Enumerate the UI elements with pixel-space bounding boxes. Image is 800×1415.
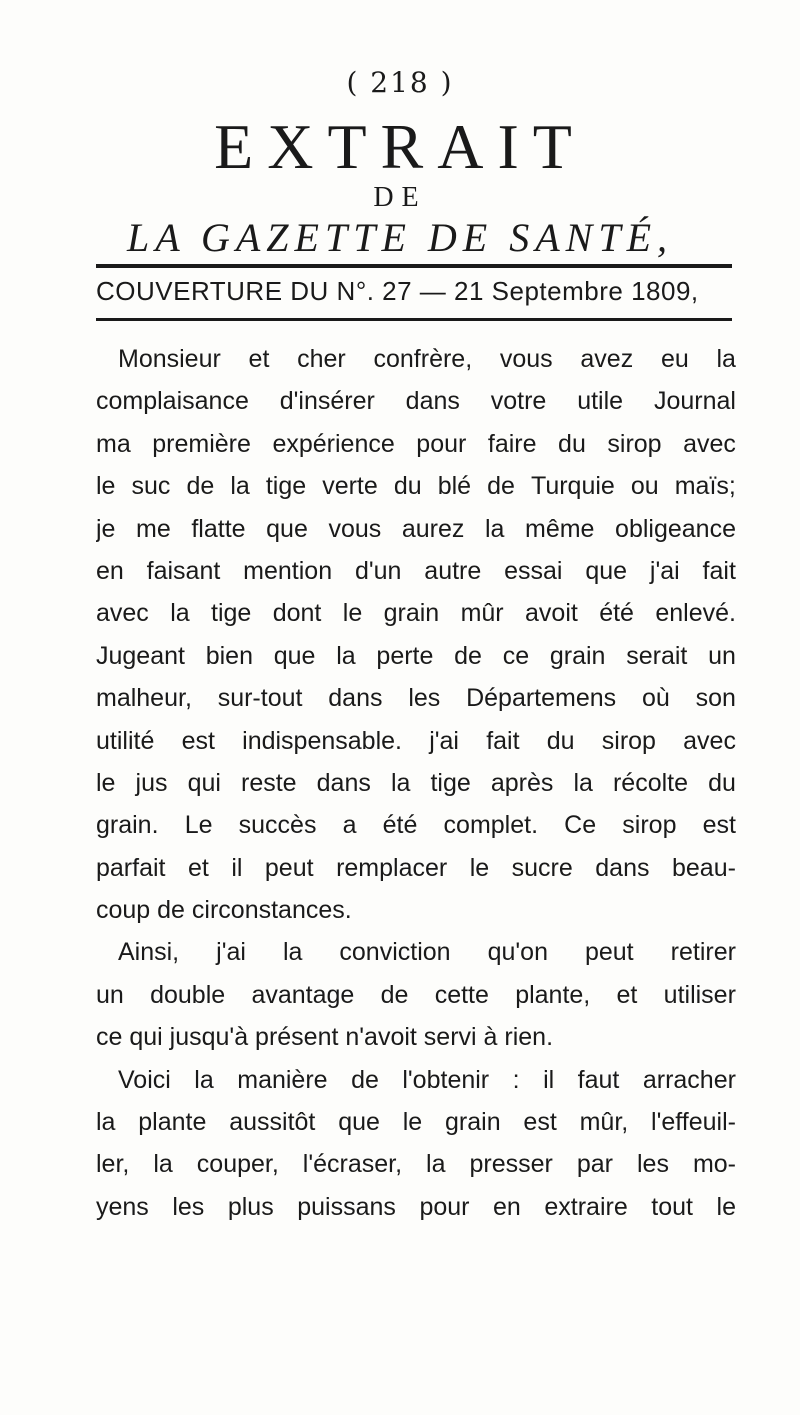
text-line — [96, 762, 736, 804]
word: que — [273, 641, 316, 670]
word: un — [96, 980, 124, 1009]
word: maïs; — [674, 472, 736, 501]
text-line — [96, 931, 736, 973]
word: le — [402, 1108, 423, 1137]
word: après — [490, 768, 554, 797]
text-line — [96, 1143, 736, 1185]
publication-name: LA GAZETTE DE SANTÉ, — [127, 215, 673, 260]
word: du — [708, 768, 736, 797]
word: que — [585, 556, 628, 585]
word: Le — [184, 811, 213, 840]
word: complet. — [443, 811, 539, 840]
word: j'ai — [649, 556, 680, 585]
word: grain — [549, 641, 606, 670]
word: perte — [376, 641, 434, 670]
word: tige — [211, 599, 252, 628]
word: du — [546, 726, 575, 755]
word: dans — [595, 853, 650, 882]
word: confrère, — [373, 345, 473, 373]
word: l'obtenir — [402, 1065, 490, 1094]
word: blé — [437, 472, 472, 501]
word: première — [152, 429, 251, 458]
word: sirop — [607, 429, 662, 458]
word: extraire — [544, 1192, 628, 1221]
page-title: EXTRAIT — [214, 111, 586, 182]
word: serait — [626, 641, 688, 670]
word: qu'on — [487, 938, 548, 967]
word: grain — [383, 599, 440, 628]
word: reste — [241, 768, 297, 797]
word: le — [96, 472, 116, 501]
text-line — [96, 677, 736, 719]
word: avoit — [525, 599, 578, 628]
word: la — [336, 641, 356, 670]
word: il — [543, 1065, 555, 1094]
word: tige — [265, 472, 307, 501]
word: j'ai — [216, 938, 246, 967]
word: le — [716, 1192, 736, 1221]
word: cher — [297, 345, 346, 373]
word: avec — [683, 726, 736, 755]
word: jus — [135, 768, 168, 797]
word: dont — [272, 599, 322, 628]
word: sirop — [601, 726, 656, 755]
word: grain — [445, 1108, 501, 1137]
word: couper, — [196, 1150, 279, 1179]
word: : — [512, 1065, 520, 1094]
text-line: ce qui jusqu'à présent n'avoit servi à rien. — [96, 1023, 554, 1052]
text-line — [96, 1186, 736, 1228]
word: complaisance — [96, 387, 249, 416]
word: la — [484, 514, 505, 543]
word: la — [96, 1108, 116, 1137]
word: retirer — [670, 938, 736, 967]
word: utilité — [96, 726, 155, 755]
word: été — [599, 599, 634, 628]
word: l'effeuil- — [651, 1108, 736, 1137]
word: Journal — [653, 387, 736, 416]
title-preposition: DE — [373, 182, 427, 213]
word: arracher — [642, 1065, 736, 1094]
word: avec — [96, 599, 149, 628]
word: son — [695, 684, 736, 713]
word: double — [150, 980, 226, 1009]
word: avantage — [251, 980, 355, 1009]
word: pour — [416, 429, 467, 458]
word: de — [351, 1065, 379, 1094]
word: que — [338, 1108, 380, 1137]
word: est — [181, 726, 215, 755]
text-line — [96, 508, 736, 550]
word: presser — [469, 1150, 553, 1179]
word: et — [187, 853, 209, 882]
word: essai — [504, 556, 563, 585]
word: fait — [702, 556, 736, 585]
bottom-rule — [96, 318, 732, 321]
word: je — [96, 514, 116, 543]
word: parfait — [96, 853, 166, 882]
word: ou — [630, 472, 659, 501]
word: mûr, — [579, 1108, 629, 1137]
word: le — [469, 853, 490, 882]
text-line — [96, 465, 736, 507]
word: dans — [328, 684, 383, 713]
word: mûr — [460, 599, 504, 628]
word: beau- — [671, 853, 736, 882]
text-line — [96, 423, 736, 465]
word: indispensable. — [242, 726, 402, 755]
word: j'ai — [429, 726, 459, 755]
word: fait — [486, 726, 520, 755]
word: le — [342, 599, 363, 628]
word: d'insérer — [279, 387, 375, 416]
word: la — [194, 1065, 214, 1094]
word: les — [636, 1150, 669, 1179]
word: les — [172, 1192, 205, 1221]
word: les — [408, 684, 441, 713]
word: la — [390, 768, 411, 797]
word: sucre — [511, 853, 573, 882]
word: est — [523, 1108, 557, 1137]
word: et — [248, 345, 270, 373]
word: la — [573, 768, 593, 797]
word: utiliser — [663, 980, 736, 1009]
word: de — [454, 641, 482, 670]
word: que — [266, 514, 308, 543]
word: avec — [683, 429, 736, 458]
word: puissans — [297, 1192, 396, 1221]
text-line — [96, 380, 736, 422]
word: tige — [430, 768, 471, 797]
word: expérience — [272, 429, 395, 458]
text-line: coup de circonstances. — [96, 896, 352, 925]
word: verte — [322, 472, 378, 501]
word: plante, — [515, 980, 591, 1009]
text-line — [96, 974, 736, 1016]
word: sur-tout — [217, 684, 303, 713]
word: il — [231, 853, 243, 882]
letter-body — [96, 338, 736, 1228]
word: Turquie — [530, 472, 615, 501]
word: du — [393, 472, 422, 501]
word: a — [342, 811, 357, 840]
word: été — [382, 811, 418, 840]
word: sirop — [622, 811, 677, 840]
word: votre — [490, 387, 547, 416]
word: le — [96, 768, 116, 797]
text-line — [96, 804, 736, 846]
word: par — [576, 1150, 613, 1179]
word: plante — [138, 1108, 207, 1137]
word: dans — [405, 387, 460, 416]
word: la — [282, 938, 303, 967]
text-line — [96, 550, 736, 592]
word: de — [487, 472, 515, 501]
word: plus — [227, 1192, 274, 1221]
page-number: ( 218 ) — [346, 66, 454, 99]
text-line — [96, 720, 736, 762]
word: vous — [499, 345, 553, 373]
word: en — [96, 556, 124, 585]
word: enlevé. — [655, 599, 736, 628]
word: en — [493, 1192, 521, 1221]
word: autre — [424, 556, 482, 585]
issue-line: COUVERTURE DU N°. 27 — 21 Septembre 1809, — [96, 276, 699, 306]
word: est — [702, 811, 736, 840]
word: suc — [131, 472, 171, 501]
word: aussitôt — [229, 1108, 316, 1137]
word: utile — [577, 387, 624, 416]
word: vous — [328, 514, 382, 543]
word: grain. — [96, 811, 159, 840]
word: Jugeant — [96, 641, 185, 670]
word: la — [153, 1150, 173, 1179]
word: eu — [660, 345, 689, 373]
word: Départemens — [466, 684, 617, 713]
word: Ainsi, — [118, 938, 180, 967]
word: succès — [238, 811, 317, 840]
word: la — [426, 1150, 446, 1179]
word: mention — [243, 556, 333, 585]
word: bien — [205, 641, 253, 670]
word: même — [525, 514, 595, 543]
word: faisant — [146, 556, 221, 585]
text-line — [96, 1059, 736, 1101]
text-line — [96, 338, 736, 380]
word: ce — [502, 641, 530, 670]
word: mo- — [692, 1150, 736, 1179]
word: du — [558, 429, 586, 458]
word: conviction — [339, 938, 451, 967]
word: de — [186, 472, 215, 501]
word: peut — [264, 853, 314, 882]
text-line — [96, 635, 736, 677]
word: pour — [419, 1192, 470, 1221]
top-rule — [96, 264, 732, 268]
text-line — [96, 592, 736, 634]
word: obligeance — [615, 514, 736, 543]
word: aurez — [401, 514, 465, 543]
word: Monsieur — [118, 345, 221, 373]
word: la — [170, 599, 190, 628]
word: tout — [651, 1192, 693, 1221]
word: dans — [316, 768, 371, 797]
word: yens — [96, 1192, 149, 1221]
word: faut — [577, 1065, 620, 1094]
word: d'un — [354, 556, 402, 585]
word: la — [230, 472, 250, 501]
word: cette — [434, 980, 489, 1009]
word: la — [716, 345, 736, 373]
word: de — [380, 980, 409, 1009]
word: peut — [584, 938, 634, 967]
word: avez — [580, 345, 634, 373]
word: flatte — [191, 514, 246, 543]
word: où — [641, 684, 670, 713]
word: un — [708, 641, 736, 670]
word: Voici — [118, 1065, 171, 1094]
word: ler, — [96, 1150, 130, 1179]
word: qui — [187, 768, 221, 797]
word: et — [616, 980, 638, 1009]
word: récolte — [612, 768, 689, 797]
word: remplacer — [336, 853, 448, 882]
text-line — [96, 847, 736, 889]
word: malheur, — [96, 684, 192, 713]
word: l'écraser, — [302, 1150, 403, 1179]
word: Ce — [564, 811, 597, 840]
text-line — [96, 1101, 736, 1143]
word: me — [136, 514, 171, 543]
word: ma — [96, 429, 131, 458]
word: faire — [487, 429, 537, 458]
word: manière — [237, 1065, 328, 1094]
